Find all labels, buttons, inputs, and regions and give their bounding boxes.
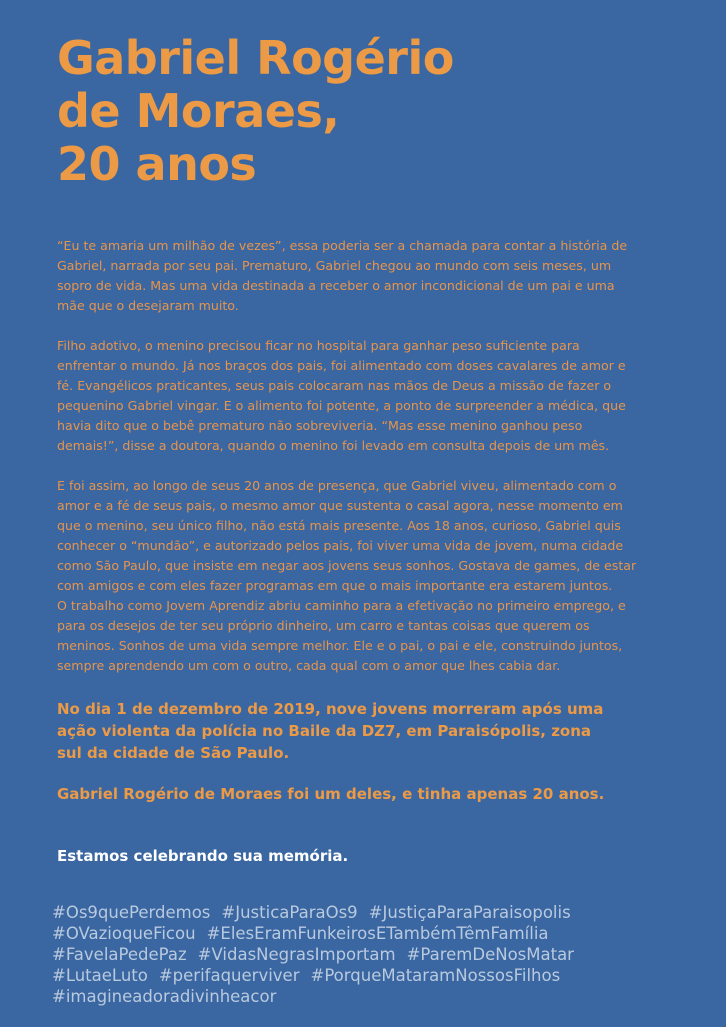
text-line: meninos. Sonhos de uma vida sempre melhor. Ele e o pai, o pai e ele, construindo juntos, [57, 638, 623, 653]
text-line: pequenino Gabriel vingar. E o alimento foi potente, a ponto de surpreender a médica, que [57, 398, 626, 413]
paragraph-intro [57, 236, 687, 316]
memory-statement: Estamos celebrando sua memória. [57, 847, 349, 865]
highlight-event [57, 698, 603, 764]
hashtag-list [52, 902, 712, 1007]
text-line: fé. Evangélicos praticantes, seus pais colocaram nas mãos de Deus a missão de fazer o [57, 378, 612, 393]
title-line: Gabriel Rogério [57, 31, 454, 85]
text-line: com amigos e com eles fazer programas em que o mais importante era estarem juntos. [57, 578, 613, 593]
hashtag-line [52, 902, 712, 923]
title-line: de Moraes, [57, 84, 340, 138]
text-line: amor e a fé de seus pais, o mesmo amor que sustenta o casal agora, nesse momento em [57, 498, 623, 513]
text-line: para os desejos de ter seu próprio dinheiro, um carro e tantas coisas que querem os [57, 618, 590, 633]
hashtag: #FavelaPedePaz [52, 945, 187, 964]
hashtag: #Os9quePerdemos [52, 903, 211, 922]
highlight-line: sul da cidade de São Paulo. [57, 744, 290, 762]
hashtag: #JusticaParaOs9 [221, 903, 358, 922]
paragraph-life [57, 476, 687, 676]
text-line: Gabriel, narrada por seu pai. Prematuro, Gabriel chegou ao mundo com seis meses, um [57, 258, 612, 273]
text-line: havia dito que o bebê prematuro não sobreviveria. “Mas esse menino ganhou peso [57, 418, 583, 433]
text-line: como São Paulo, que insiste em negar aos jovens seus sonhos. Gostava de games, de estar [57, 558, 637, 573]
hashtag: #imagineadoradivinheacor [52, 987, 277, 1006]
hashtag: #perifaquerviver [158, 966, 300, 985]
hashtag-line [52, 944, 712, 965]
text-line: mãe que o desejaram muito. [57, 298, 239, 313]
text-line: conhecer o “mundão”, e autorizado pelos pais, foi viver uma vida de jovem, numa cidade [57, 538, 624, 553]
highlight-line: No dia 1 de dezembro de 2019, nove jovens morreram após uma [57, 700, 604, 718]
hashtag: #LutaeLuto [52, 966, 148, 985]
hashtag: #ElesEramFunkeirosETambémTêmFamília [206, 924, 549, 943]
hashtag-line [52, 923, 712, 944]
text-line: Filho adotivo, o menino precisou ficar no hospital para ganhar peso suficiente para [57, 338, 580, 353]
text-line: E foi assim, ao longo de seus 20 anos de presença, que Gabriel viveu, alimentado com o [57, 478, 617, 493]
hashtag: #JustiçaParaParaisopolis [368, 903, 571, 922]
text-line: que o menino, seu único filho, não está mais presente. Aos 18 anos, curioso, Gabriel quis [57, 518, 621, 533]
paragraph-adoption [57, 336, 687, 456]
text-line: enfrentar o mundo. Já nos braços dos pais, foi alimentado com doses cavalares de amor e [57, 358, 626, 373]
hashtag: #VidasNegrasImportam [197, 945, 396, 964]
text-line: O trabalho como Jovem Aprendiz abriu caminho para a efetivação no primeiro emprego, e [57, 598, 626, 613]
hashtag: #OVazioqueFicou [52, 924, 196, 943]
text-line: sempre aprendendo um com o outro, cada qual com o amor que lhes cabia dar. [57, 658, 561, 673]
title-line: 20 anos [57, 137, 257, 191]
hashtag: #ParemDeNosMatar [406, 945, 574, 964]
text-line: demais!”, disse a doutora, quando o menino foi levado em consulta depois de um mês. [57, 438, 610, 453]
page-title [57, 32, 454, 191]
text-line: sopro de vida. Mas uma vida destinada a receber o amor incondicional de um pai e uma [57, 278, 615, 293]
hashtag: #PorqueMataramNossosFilhos [310, 966, 561, 985]
hashtag-line [52, 986, 712, 1007]
hashtag-line [52, 965, 712, 986]
highlight-line: ação violenta da polícia no Baile da DZ7, em Paraisópolis, zona [57, 722, 592, 740]
highlight-victim [57, 783, 604, 805]
highlight-line: Gabriel Rogério de Moraes foi um deles, e tinha apenas 20 anos. [57, 785, 605, 803]
text-line: “Eu te amaria um milhão de vezes”, essa poderia ser a chamada para contar a história de [57, 238, 628, 253]
